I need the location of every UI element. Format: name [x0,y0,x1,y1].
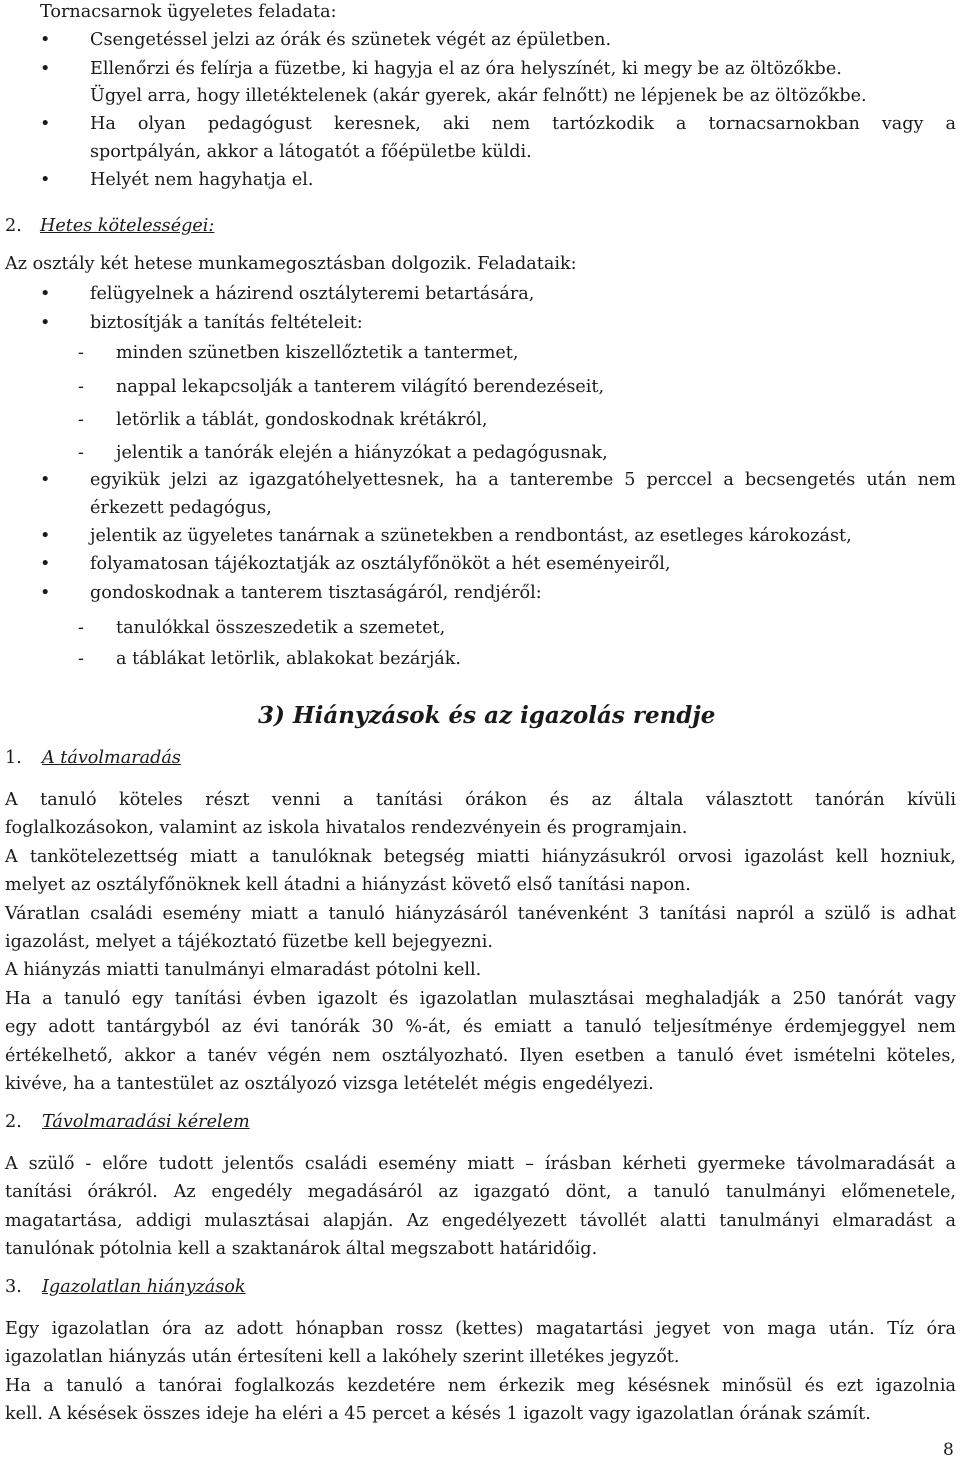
paragraph-line: A tankötelezettség miatt a tanulóknak betegség miatti hiányzásukról orvosi igazolást kell hozniuk, [5,847,956,867]
tornacsarnok-item-cont: Ügyel arra, hogy illetéktelenek (akár gyerek, akár felnőtt) ne lépjenek be az öltözőkbe. [90,86,867,106]
paragraph-line: foglalkozásokon, valamint az iskola hivatalos rendezvényein és programjain. [5,818,688,838]
tornacsarnok-title: Tornacsarnok ügyeletes feladata: [40,2,337,22]
paragraph-line: A hiányzás miatti tanulmányi elmaradást pótolni kell. [5,960,482,980]
hetes-item: folyamatosan tájékoztatják az osztályfőnököt a hét eseményeiről, [90,554,671,574]
tornacsarnok-item-cont: sportpályán, akkor a látogatót a főépületbe küldi. [90,142,532,162]
hetes-subitem: a táblákat letörlik, ablakokat bezárják. [116,649,462,669]
dash-icon: - [78,377,84,397]
bullet-icon: • [40,470,51,490]
paragraph-line: A tanuló köteles részt venni a tanítási órákon és az általa választott tanórán kívüli [5,790,956,810]
kerelem-heading: Távolmaradási kérelem [42,1112,250,1132]
paragraph-line: kell. A késések összes ideje ha eléri a 45 percet a késés 1 igazolt vagy igazolatlan órának számít. [5,1404,871,1424]
igazolatlan-number: 3. [5,1277,22,1297]
tavolmaradas-heading: A távolmaradás [42,748,181,768]
paragraph-line: Ha a tanuló egy tanítási évben igazolt és igazolatlan mulasztásai meghaladják a 250 tanórát vagy [5,989,956,1009]
hetes-subitem: letörlik a táblát, gondoskodnak krétákról, [116,410,488,430]
tornacsarnok-item: Helyét nem hagyhatja el. [90,170,314,190]
paragraph-line: melyet az osztályfőnöknek kell átadni a hiányzást követő első tanítási napon. [5,875,691,895]
paragraph-line: egy adott tantárgyból az évi tanórák 30 %-át, és emiatt a tanuló teljesítménye érdemjeggyel nem [5,1017,956,1037]
hetes-subitem: minden szünetben kiszellőztetik a tantermet, [116,343,519,363]
tornacsarnok-item: Ellenőrzi és felírja a füzetbe, ki hagyja el az óra helyszínét, ki megy be az öltözőkbe. [90,59,842,79]
hetes-subitem: jelentik a tanórák elején a hiányzókat a pedagógusnak, [116,443,608,463]
hetes-item: gondoskodnak a tanterem tisztaságáról, rendjéről: [90,583,542,603]
hetes-heading: Hetes kötelességei: [40,216,215,236]
tavolmaradas-number: 1. [5,748,22,768]
bullet-icon: • [40,59,51,79]
dash-icon: - [78,410,84,430]
paragraph-line: tanítási órákról. Az engedély megadásáról az igazgató dönt, a tanuló tanulmányi előmenetele, [5,1182,956,1202]
bullet-icon: • [40,170,51,190]
paragraph-line: A szülő - előre tudott jelentős családi esemény miatt – írásban kérheti gyermeke távolmaradását a [5,1154,956,1174]
paragraph-line: igazolást, melyet a tájékoztató füzetbe kell bejegyezni. [5,932,493,952]
bullet-icon: • [40,114,51,134]
igazolatlan-heading: Igazolatlan hiányzások [42,1277,246,1297]
tornacsarnok-item: Ha olyan pedagógust keresnek, aki nem tartózkodik a tornacsarnokban vagy a [90,114,956,134]
paragraph-line: értékelhető, akkor a tanév végén nem osztályozható. Ilyen esetben a tanuló évet ismételni köteles, [5,1046,956,1066]
paragraph-line: igazolatlan hiányzás után értesíteni kell a lakóhely szerint illetékes jegyzőt. [5,1347,680,1367]
bullet-icon: • [40,526,51,546]
tornacsarnok-item: Csengetéssel jelzi az órák és szünetek végét az épületben. [90,30,612,50]
dash-icon: - [78,618,84,638]
paragraph-line: kivéve, ha a tantestület az osztályozó vizsga letételét mégis engedélyezi. [5,1074,654,1094]
section-heading: 3) Hiányzások és az igazolás rendje [258,702,716,729]
hetes-item: egyikük jelzi az igazgatóhelyettesnek, ha a tanterembe 5 perccel a becsengetés után nem [90,470,956,490]
paragraph-line: Ha a tanuló a tanórai foglalkozás kezdetére nem érkezik meg késésnek minősül és ezt igazolnia [5,1376,956,1396]
kerelem-number: 2. [5,1112,22,1132]
hetes-subitem: nappal lekapcsolják a tanterem világító berendezéseit, [116,377,605,397]
hetes-item-cont: érkezett pedagógus, [90,498,272,518]
paragraph-line: tanulónak pótolnia kell a szaktanárok által megszabott határidőig. [5,1239,598,1259]
bullet-icon: • [40,313,51,333]
hetes-subitem: tanulókkal összeszedetik a szemetet, [116,618,446,638]
hetes-item: biztosítják a tanítás feltételeit: [90,313,363,333]
hetes-number: 2. [5,216,22,236]
hetes-intro: Az osztály két hetese munkamegosztásban dolgozik. Feladataik: [5,254,577,274]
bullet-icon: • [40,554,51,574]
dash-icon: - [78,443,84,463]
paragraph-line: Egy igazolatlan óra az adott hónapban rossz (kettes) magatartási jegyet von maga után. Tíz óra [5,1319,956,1339]
hetes-item: jelentik az ügyeletes tanárnak a szünetekben a rendbontást, az esetleges károkozást, [90,526,852,546]
dash-icon: - [78,649,84,669]
bullet-icon: • [40,30,51,50]
hetes-item: felügyelnek a házirend osztályteremi betartására, [90,284,535,304]
paragraph-line: Váratlan családi esemény miatt a tanuló hiányzásáról tanévenként 3 tanítási napról a szülő is adhat [5,904,956,924]
paragraph-line: magatartása, addigi mulasztásai alapján. Az engedélyezett távollét alatti tanulmányi elmaradást a [5,1211,956,1231]
bullet-icon: • [40,583,51,603]
dash-icon: - [78,343,84,363]
page-number: 8 [943,1440,954,1460]
bullet-icon: • [40,284,51,304]
